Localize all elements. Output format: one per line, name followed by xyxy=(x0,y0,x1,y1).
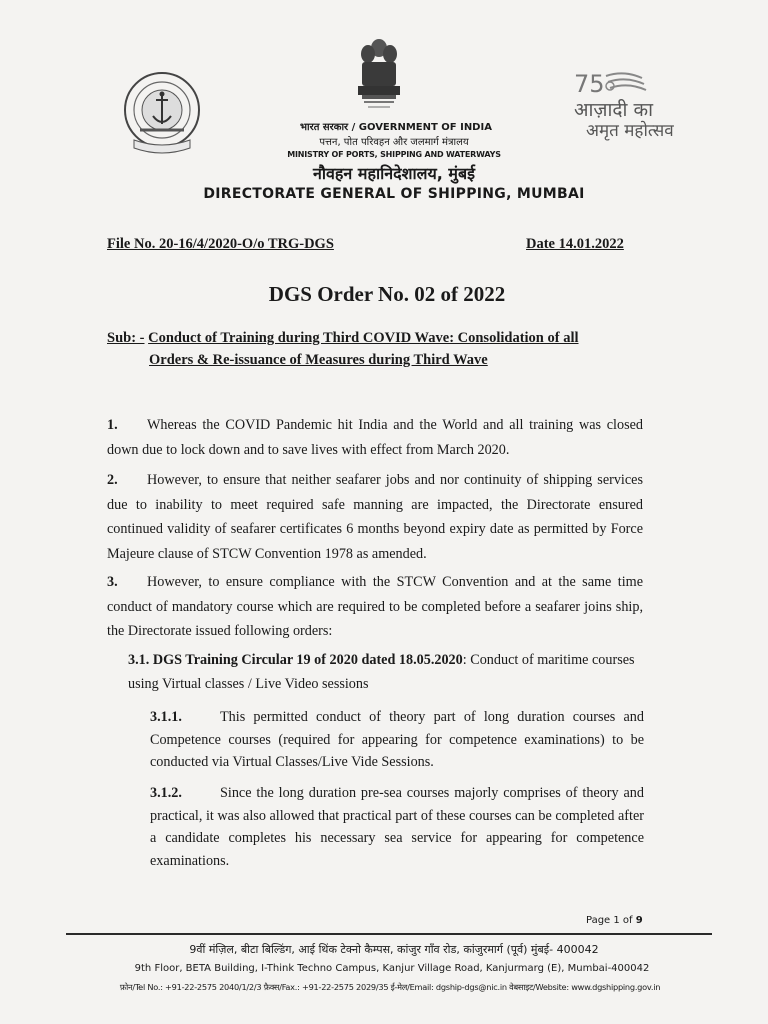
paragraph-number: 2. xyxy=(107,472,118,488)
national-emblem-icon xyxy=(348,36,410,116)
header-ministry-hindi: पत्तन, पोत परिवहन और जलमार्ग मंत्रालय xyxy=(319,137,469,148)
section-3-1-text: : Conduct of maritime courses using Virtual classes / Live Video sessions xyxy=(128,652,635,692)
file-number: File No. 20-16/4/2020-O/o TRG-DGS xyxy=(107,236,334,252)
subparagraph-3-1-2 xyxy=(150,782,644,872)
footer-address-hindi: 9वीं मंज़िल, बीटा बिल्डिंग, आई थिंक टेक्नो कैम्पस, कांजुर गाँव रोड, कांजुरमार्ग (पूर्व) मुंबई- 400042 xyxy=(189,943,599,956)
order-title: DGS Order No. 02 of 2022 xyxy=(268,282,506,306)
header-directorate: DIRECTORATE GENERAL OF SHIPPING, MUMBAI xyxy=(203,186,585,202)
page-label: Page 1 of xyxy=(586,915,633,926)
azadi-line1: आज़ादी का xyxy=(574,99,653,121)
subject-line-2 xyxy=(107,349,647,371)
subject-line-1 xyxy=(107,327,647,349)
subparagraph-text: Since the long duration pre-sea courses majorly comprises of theory and practical, it was also allowed that practical part of these courses can be completed after a candidate completes his necessary sea service for appearing for competence examinations. xyxy=(150,785,644,869)
footer-contact: फ़ोन/Tel No.: +91-22-2575 2040/1/2/3 फ़ैक्स/Fax.: +91-22-2575 2029/35 ई-मेल/Email: dgship-dgs@nic.in वेबसाइट/Website: www.dgshipping.gov.in xyxy=(119,982,661,992)
header-ministry: MINISTRY OF PORTS, SHIPPING AND WATERWAYS xyxy=(287,150,501,159)
subject-block xyxy=(107,327,647,371)
subject-text-2: Orders & Re-issuance of Measures during Third Wave xyxy=(149,352,488,368)
subject-text-1: Conduct of Training during Third COVID Wave: Consolidation of all xyxy=(148,330,579,346)
header-government: भारत सरकार / GOVERNMENT OF INDIA xyxy=(300,122,492,133)
order-date: Date 14.01.2022 xyxy=(526,236,624,252)
paragraph-text: Whereas the COVID Pandemic hit India and the World and all training was closed down due to lock down and to save lives with effect from March 2020. xyxy=(107,417,643,458)
footer-address: 9th Floor, BETA Building, I-Think Techno Campus, Kanjur Village Road, Kanjurmarg (E), Mumbai-400042 xyxy=(134,963,650,974)
dgs-logo-icon xyxy=(122,70,202,162)
footer-divider xyxy=(66,933,712,935)
paragraph-text: However, to ensure that neither seafarer jobs and nor continuity of shipping services due to inability to meet required safe manning are impacted, the Directorate ensured continued validity of seafarer certificates 6 months beyond expiry date as permitted by Force Majeure clause of STCW Convention 1978 as amended. xyxy=(107,472,643,562)
page-total: 9 xyxy=(635,915,643,926)
header-dg-hindi: नौवहन महानिदेशालय, मुंबई xyxy=(313,164,475,183)
paragraph-2 xyxy=(107,468,643,566)
page-number xyxy=(586,915,643,926)
logo-75-text: 75 xyxy=(574,70,605,98)
subparagraph-number: 3.1.1. xyxy=(150,709,182,725)
paragraph-3 xyxy=(107,570,643,644)
section-3-1 xyxy=(128,648,643,696)
paragraph-number: 1. xyxy=(107,417,118,433)
subparagraph-number: 3.1.2. xyxy=(150,785,182,801)
section-3-1-heading: 3.1. DGS Training Circular 19 of 2020 dated 18.05.2020 xyxy=(128,652,463,668)
paragraph-text: However, to ensure compliance with the STCW Convention and at the same time conduct of mandatory course which are required to be completed before a seafarer joins ship, the Directorate issued following orders: xyxy=(107,574,643,639)
subject-label: Sub: - xyxy=(107,330,145,346)
paragraph-number: 3. xyxy=(107,574,118,590)
subparagraph-text: This permitted conduct of theory part of long duration courses and Competence courses (required for appearing for competence examinations) to be conducted via Virtual Classes/Live Vide Sessions. xyxy=(150,709,644,770)
azadi-line2: अमृत महोत्सव xyxy=(586,121,674,141)
paragraph-1 xyxy=(107,413,643,462)
subparagraph-3-1-1 xyxy=(150,706,644,774)
